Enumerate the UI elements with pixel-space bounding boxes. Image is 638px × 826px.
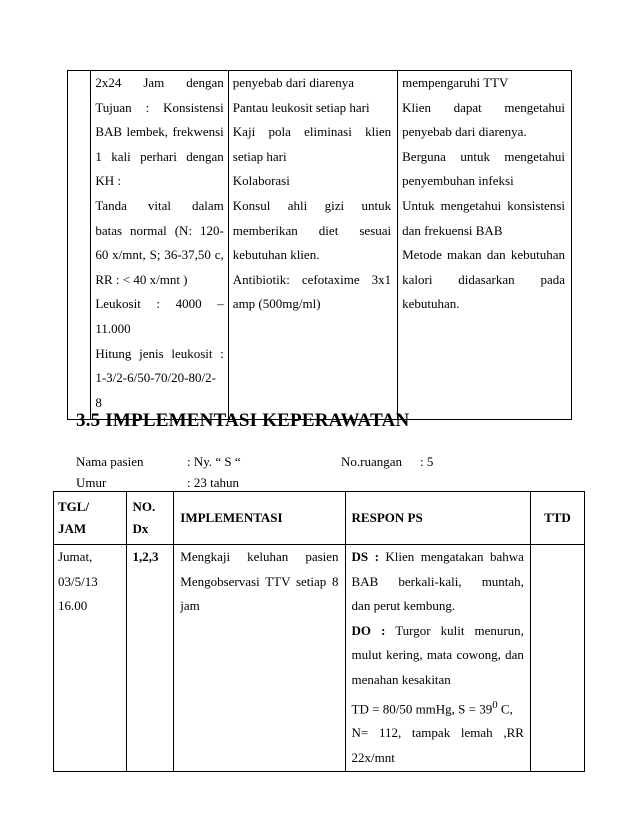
do-line: menahan kesakitan [351, 671, 451, 687]
rationale-line: Untuk mengetahui konsistensi [402, 197, 565, 213]
implementation-line: Mengkaji keluhan pasien [180, 549, 339, 564]
header-dx-line1: NO. [132, 499, 156, 514]
rationale-cell [398, 71, 572, 420]
ds-line [352, 545, 524, 570]
do-line [352, 619, 524, 644]
goal-line: BAB lembek, frekwensi [95, 124, 224, 140]
goal-line: Hitung jenis leukosit : [95, 345, 224, 361]
header-signature: TTD [530, 492, 584, 545]
goal-line: KH : [95, 173, 121, 189]
do-label: DO : [351, 622, 386, 638]
header-response: RESPON PS [345, 492, 530, 545]
goal-line: 60 x/mnt, S; 36-37,50 c, [95, 247, 224, 263]
goal-line: batas normal (N: 120- [95, 222, 224, 238]
rationale-line: kebutuhan. [402, 296, 460, 312]
intervention-line: Pantau leukosit setiap hari [232, 99, 370, 115]
implementation-line: Mengobservasi TTV setiap 8 [180, 573, 339, 589]
intervention-line: amp (500mg/ml) [232, 296, 321, 312]
header-implementation: IMPLEMENTASI [174, 492, 345, 545]
goal-line: Tujuan : Konsistensi [95, 99, 224, 115]
implementation-cell [174, 545, 345, 772]
patient-name-label: Nama pasien [76, 454, 144, 469]
header-date [54, 492, 127, 545]
ds-label: DS : [351, 549, 379, 564]
implementation-table [53, 491, 585, 772]
intervention-cell [228, 71, 397, 420]
room-label: No.ruangan [341, 454, 403, 469]
rationale-line: mempengaruhi TTV [402, 75, 509, 90]
rationale-line: penyembuhan infeksi [402, 173, 514, 189]
nursing-plan-table [67, 70, 572, 420]
intervention-line: kebutuhan klien. [232, 247, 320, 263]
day-text: Jumat, [58, 549, 93, 564]
ds-line: BAB berkali-kali, muntah, [351, 573, 524, 589]
room-value: : 5 [420, 454, 434, 469]
goal-line: RR : < 40 x/mnt ) [95, 271, 188, 287]
empty-cell [68, 71, 91, 420]
td-unit: C, [497, 700, 513, 716]
vital-line: N= 112, tampak lemah ,RR [351, 725, 524, 741]
response-cell [345, 545, 530, 772]
dx-cell: 1,2,3 [127, 545, 174, 772]
goal-line: Leukosit : 4000 – [95, 296, 224, 312]
signature-cell [530, 545, 584, 772]
patient-name-value: : Ny. “ S “ [187, 454, 241, 469]
intervention-line: Kaji pola eliminasi klien [232, 124, 392, 140]
vital-line: 22x/mnt [351, 750, 395, 766]
rationale-line: Metode makan dan kebutuhan [402, 247, 565, 263]
table-row [54, 545, 585, 772]
td-text: TD = 80/50 mmHg, S = 39 [351, 700, 493, 716]
goal-line: 8 [95, 394, 102, 410]
patient-age-value: : 23 tahun [187, 475, 239, 490]
date-text: 03/5/13 [58, 573, 98, 589]
header-dx [127, 492, 174, 545]
goal-line: 1-3/2-6/50-70/20-80/2- [95, 370, 216, 386]
header-date-line1: TGL/ [58, 499, 90, 514]
intervention-line: Konsul ahli gizi untuk [232, 197, 392, 213]
intervention-line: Antibiotik: cefotaxime 3x1 [232, 271, 392, 287]
section-title: 3.5 IMPLEMENTASI KEPERAWATAN [76, 410, 410, 431]
goal-line: 11.000 [95, 320, 131, 336]
intervention-line: penyebab dari diarenya [232, 75, 355, 90]
table-row [68, 71, 572, 420]
intervention-line: Kolaborasi [232, 173, 290, 189]
header-dx-line2: Dx [132, 521, 149, 536]
intervention-line: memberikan diet sesuai [232, 222, 392, 238]
rationale-line: Klien dapat mengetahui [402, 99, 565, 115]
do-text: Turgor kulit menurun, [385, 622, 524, 638]
header-row [54, 492, 585, 545]
ds-text: Klien mengatakan bahwa [378, 549, 524, 564]
header-date-line2: JAM [58, 521, 87, 536]
degree-sup: 0 [492, 698, 498, 711]
goal-cell [91, 71, 228, 420]
rationale-line: penyebab dari diarenya. [402, 124, 527, 140]
rationale-line: Berguna untuk mengetahui [402, 148, 565, 164]
intervention-line: setiap hari [232, 148, 287, 164]
do-line: mulut kering, mata cowong, dan [351, 647, 524, 663]
implementation-line: jam [180, 598, 200, 614]
vital-line [352, 693, 524, 722]
goal-line: 1 kali perhari dengan [95, 148, 224, 164]
goal-line: 2x24 Jam dengan [95, 75, 224, 90]
ds-line: dan perut kembung. [351, 598, 456, 614]
rationale-line: dan frekuensi BAB [402, 222, 503, 238]
patient-age-label: Umur [76, 475, 107, 490]
date-cell [54, 545, 127, 772]
time-text: 16.00 [58, 598, 88, 614]
rationale-line: kalori didasarkan pada [402, 271, 565, 287]
goal-line: Tanda vital dalam [95, 197, 224, 213]
